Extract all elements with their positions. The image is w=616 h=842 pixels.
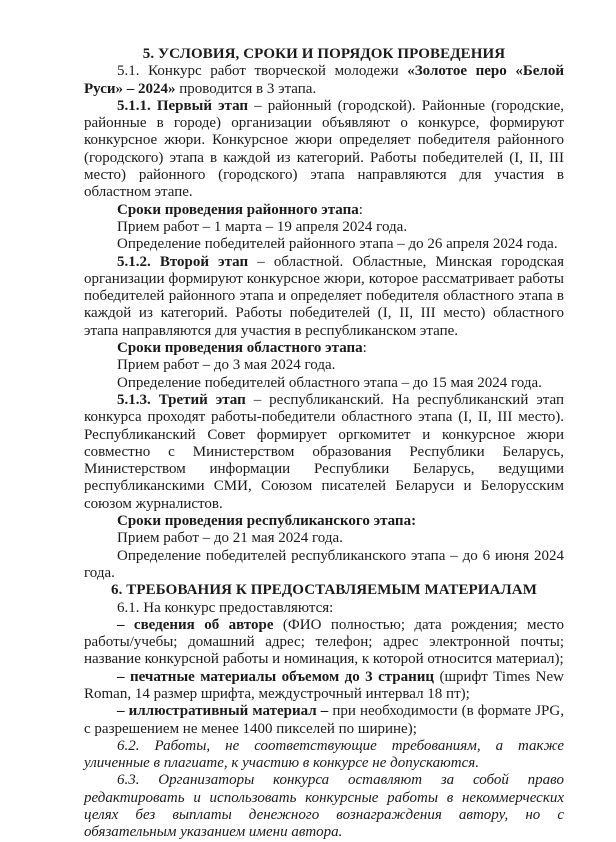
line-district-submission	[84, 219, 564, 236]
subhead-republican-stage-dates	[84, 513, 564, 530]
text-run: при необходимости (в формате JPG, с разрешением не менее 1400 пикселей по ширине);	[84, 703, 564, 737]
text-run: – печатные материалы объемом до 3 страниц	[117, 668, 435, 685]
bullet-illustrative-material	[84, 703, 564, 738]
line-regional-submission	[84, 357, 564, 374]
para-5-1	[84, 63, 564, 98]
section-5-heading	[84, 46, 564, 63]
text-run: Прием работ – до 21 мая 2024 года.	[117, 530, 343, 547]
text-run: 6. ТРЕБОВАНИЯ К ПРЕДОСТАВЛЯЕМЫМ МАТЕРИАЛАМ	[111, 582, 537, 599]
para-republican-winners	[84, 548, 564, 583]
para-6-1	[84, 600, 564, 617]
para-6-3	[84, 772, 564, 841]
text-run: Прием работ – до 3 мая 2024 года.	[117, 357, 336, 374]
text-run: :	[362, 340, 367, 357]
text-run: – республиканский. На республиканский этап конкурса проходят работы-победители областного этапа (I, II, III место). Республиканский Совет формирует оргкомитет и конкурсное жюри совместно с Министерством образования Республики Беларусь, Министерством информации Республики Беларусь, ведущими республиканскими СМИ, Союзом писателей Беларуси и Белорусским союзом журналистов.	[84, 391, 564, 512]
text-run: Сроки проведения республиканского этапа:	[117, 513, 417, 530]
text-run: Определение победителей районного этапа – до 26 апреля 2024 года.	[117, 236, 558, 253]
bullet-printed-materials	[84, 669, 564, 704]
text-run: 6.2. Работы, не соответствующие требованиям, а также уличенные в плагиате, к участию в конкурсе не допускаются.	[84, 737, 564, 772]
text-run: (шрифт Times New Roman, 14 размер шрифта, междустрочный интервал 18 пт);	[84, 668, 564, 702]
line-district-winners	[84, 236, 564, 253]
text-run: – областной. Областные, Минская городская организации формируют конкурсное жюри, которое рассматривает работы победителей районного этапа и определяет победителя областного этапа в каждой из категорий. Работы победителей (I, II, III место) областного этапа направляются для участия в республиканском этапе.	[84, 253, 564, 339]
subhead-regional-stage-dates	[84, 340, 564, 357]
text-run: Прием работ – 1 марта – 19 апреля 2024 года.	[117, 218, 408, 235]
document-body	[84, 46, 564, 842]
text-run: Определение победителей республиканского этапа – до 6 июня 2024 года.	[84, 547, 564, 581]
text-run: 5.1.3. Третий этап	[117, 391, 246, 408]
text-run: – сведения об авторе	[117, 616, 274, 633]
text-run: 6.1. На конкурс предоставляются:	[117, 599, 334, 616]
text-run: Определение победителей областного этапа – до 15 мая 2024 года.	[117, 374, 542, 391]
text-run: Сроки проведения областного этапа	[117, 340, 363, 357]
text-run: (ФИО полностью; дата рождения; место работы/учебы; домашний адрес; телефон; адрес электронной почты; название конкурсной работы и номинация, к которой относится материал);	[84, 616, 564, 668]
para-6-2	[84, 738, 564, 773]
line-republican-submission	[84, 530, 564, 547]
line-regional-winners	[84, 375, 564, 392]
para-5-1-2	[84, 254, 564, 340]
text-run: 5.1.2. Второй этап	[117, 253, 249, 270]
text-run: 5. УСЛОВИЯ, СРОКИ И ПОРЯДОК ПРОВЕДЕНИЯ	[142, 46, 506, 62]
text-run: «Золотое перо «Белой Руси» – 2024»	[84, 63, 564, 97]
subhead-district-stage-dates	[84, 202, 564, 219]
text-run: проводится в 3 этапа.	[175, 80, 317, 97]
text-run: :	[358, 201, 363, 218]
text-run: Сроки проведения районного этапа	[117, 201, 359, 218]
text-run: – районный (городской). Районные (городские, районные в городе) организации объявляют о конкурсе, формируют конкурсное жюри. Конкурсное жюри определяет победителя районного (городского) этапа в каждой из категорий. Работы победителей (I, II, III место) районного (городского) этапа направляются для участия в областном этапе.	[84, 97, 564, 201]
text-run: – иллюстративный материал –	[117, 703, 329, 720]
para-5-1-1	[84, 98, 564, 202]
text-run: 5.1. Конкурс работ творческой молодежи	[117, 63, 408, 80]
text-run: 5.1.1. Первый этап	[117, 97, 249, 114]
section-6-heading	[84, 582, 564, 599]
para-5-1-3	[84, 392, 564, 513]
text-run: 6.3. Организаторы конкурса оставляют за собой право редактировать и использовать конкурсные работы в некоммерческих целях без выплаты денежного вознаграждения автору, но с обязательным указанием имени автора.	[84, 772, 564, 841]
bullet-author-info	[84, 617, 564, 669]
